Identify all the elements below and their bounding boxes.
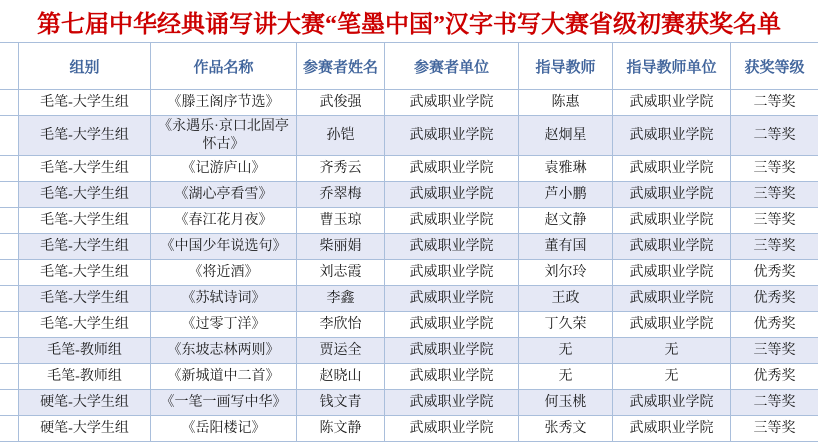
cell-award-level: 优秀奖: [731, 312, 818, 338]
cell-participant-unit: 武威职业学院: [385, 286, 519, 312]
cell-participant-unit: 武威职业学院: [385, 338, 519, 364]
header-left-gutter: [0, 43, 19, 90]
cell-teacher-unit: 武威职业学院: [613, 312, 731, 338]
row-left-gutter: [0, 182, 19, 208]
cell-group: 毛笔-大学生组: [19, 208, 151, 234]
cell-teacher-name: 张秀文: [519, 416, 613, 442]
row-left-gutter: [0, 364, 19, 390]
cell-work-title: 《苏轼诗词》: [151, 286, 297, 312]
row-left-gutter: [0, 90, 19, 116]
cell-participant-name: 乔翠梅: [297, 182, 385, 208]
cell-group: 毛笔-教师组: [19, 364, 151, 390]
cell-teacher-name: 芦小鹏: [519, 182, 613, 208]
cell-work-title: 《东坡志林两则》: [151, 338, 297, 364]
table-row: [0, 234, 818, 260]
column-header-award-level: 获奖等级: [731, 43, 818, 90]
cell-participant-unit: 武威职业学院: [385, 90, 519, 116]
page-title: 第七届中华经典诵写讲大赛“笔墨中国”汉字书写大赛省级初赛获奖名单: [0, 0, 818, 42]
table-row: [0, 390, 818, 416]
table-row: [0, 338, 818, 364]
cell-participant-unit: 武威职业学院: [385, 208, 519, 234]
cell-award-level: 三等奖: [731, 208, 818, 234]
cell-participant-name: 陈文静: [297, 416, 385, 442]
table-row: [0, 116, 818, 156]
awards-table: [0, 42, 818, 442]
table-row: [0, 416, 818, 442]
cell-teacher-name: 丁久荣: [519, 312, 613, 338]
cell-teacher-unit: 武威职业学院: [613, 286, 731, 312]
cell-group: 毛笔-大学生组: [19, 182, 151, 208]
row-left-gutter: [0, 156, 19, 182]
cell-participant-name: 刘志霞: [297, 260, 385, 286]
row-left-gutter: [0, 338, 19, 364]
row-left-gutter: [0, 390, 19, 416]
cell-participant-name: 贾运全: [297, 338, 385, 364]
cell-work-title: 《一笔一画写中华》: [151, 390, 297, 416]
cell-group: 硬笔-大学生组: [19, 390, 151, 416]
cell-teacher-name: 董有国: [519, 234, 613, 260]
cell-group: 硬笔-大学生组: [19, 416, 151, 442]
cell-participant-name: 齐秀云: [297, 156, 385, 182]
cell-participant-unit: 武威职业学院: [385, 416, 519, 442]
cell-participant-name: 李鑫: [297, 286, 385, 312]
row-left-gutter: [0, 286, 19, 312]
cell-teacher-unit: 无: [613, 364, 731, 390]
column-header-teacher-name: 指导教师: [519, 43, 613, 90]
cell-participant-name: 赵晓山: [297, 364, 385, 390]
cell-award-level: 优秀奖: [731, 286, 818, 312]
cell-group: 毛笔-大学生组: [19, 116, 151, 156]
cell-participant-name: 李欣怡: [297, 312, 385, 338]
table-row: [0, 90, 818, 116]
cell-award-level: 优秀奖: [731, 260, 818, 286]
cell-teacher-name: 无: [519, 338, 613, 364]
cell-award-level: 三等奖: [731, 156, 818, 182]
cell-award-level: 二等奖: [731, 390, 818, 416]
cell-teacher-name: 袁雅琳: [519, 156, 613, 182]
table-body: [0, 90, 818, 442]
cell-teacher-name: 赵文静: [519, 208, 613, 234]
cell-participant-name: 曹玉琼: [297, 208, 385, 234]
cell-teacher-name: 赵炯星: [519, 116, 613, 156]
cell-group: 毛笔-大学生组: [19, 234, 151, 260]
row-left-gutter: [0, 416, 19, 442]
table-row: [0, 156, 818, 182]
cell-group: 毛笔-大学生组: [19, 90, 151, 116]
cell-teacher-unit: 武威职业学院: [613, 208, 731, 234]
cell-participant-unit: 武威职业学院: [385, 234, 519, 260]
cell-teacher-unit: 武威职业学院: [613, 234, 731, 260]
cell-group: 毛笔-大学生组: [19, 156, 151, 182]
cell-teacher-unit: 武威职业学院: [613, 390, 731, 416]
cell-teacher-unit: 武威职业学院: [613, 156, 731, 182]
cell-award-level: 三等奖: [731, 234, 818, 260]
cell-group: 毛笔-教师组: [19, 338, 151, 364]
cell-award-level: 二等奖: [731, 116, 818, 156]
cell-work-title: 《将近酒》: [151, 260, 297, 286]
table-row: [0, 364, 818, 390]
cell-participant-unit: 武威职业学院: [385, 390, 519, 416]
cell-work-title: 《滕王阁序节选》: [151, 90, 297, 116]
cell-award-level: 三等奖: [731, 338, 818, 364]
cell-work-title: 《新城道中二首》: [151, 364, 297, 390]
cell-participant-name: 孙铠: [297, 116, 385, 156]
cell-work-title: 《湖心亭看雪》: [151, 182, 297, 208]
cell-participant-unit: 武威职业学院: [385, 182, 519, 208]
cell-teacher-unit: 武威职业学院: [613, 116, 731, 156]
cell-work-title: 《中国少年说选句》: [151, 234, 297, 260]
cell-teacher-unit: 武威职业学院: [613, 90, 731, 116]
cell-participant-unit: 武威职业学院: [385, 260, 519, 286]
cell-teacher-name: 无: [519, 364, 613, 390]
cell-work-title: 《岳阳楼记》: [151, 416, 297, 442]
cell-teacher-unit: 武威职业学院: [613, 416, 731, 442]
table-row: [0, 312, 818, 338]
table-row: [0, 182, 818, 208]
cell-teacher-unit: 无: [613, 338, 731, 364]
column-header-group: 组别: [19, 43, 151, 90]
table-row: [0, 286, 818, 312]
row-left-gutter: [0, 234, 19, 260]
cell-group: 毛笔-大学生组: [19, 286, 151, 312]
row-left-gutter: [0, 260, 19, 286]
table-row: [0, 208, 818, 234]
cell-participant-unit: 武威职业学院: [385, 364, 519, 390]
cell-award-level: 三等奖: [731, 182, 818, 208]
column-header-teacher-unit: 指导教师单位: [613, 43, 731, 90]
cell-award-level: 二等奖: [731, 90, 818, 116]
cell-teacher-unit: 武威职业学院: [613, 260, 731, 286]
cell-participant-name: 柴丽娟: [297, 234, 385, 260]
cell-teacher-name: 何玉桃: [519, 390, 613, 416]
row-left-gutter: [0, 312, 19, 338]
table-header-row: [0, 43, 818, 90]
row-left-gutter: [0, 208, 19, 234]
cell-participant-unit: 武威职业学院: [385, 116, 519, 156]
cell-teacher-name: 刘尔玲: [519, 260, 613, 286]
cell-participant-name: 武俊强: [297, 90, 385, 116]
column-header-participant-unit: 参赛者单位: [385, 43, 519, 90]
cell-participant-name: 钱文青: [297, 390, 385, 416]
cell-teacher-name: 陈惠: [519, 90, 613, 116]
column-header-work-title: 作品名称: [151, 43, 297, 90]
column-header-participant-name: 参赛者姓名: [297, 43, 385, 90]
table-row: [0, 260, 818, 286]
cell-group: 毛笔-大学生组: [19, 260, 151, 286]
cell-teacher-unit: 武威职业学院: [613, 182, 731, 208]
cell-award-level: 三等奖: [731, 416, 818, 442]
cell-teacher-name: 王政: [519, 286, 613, 312]
cell-work-title: 《过零丁洋》: [151, 312, 297, 338]
cell-participant-unit: 武威职业学院: [385, 312, 519, 338]
cell-work-title: 《记游庐山》: [151, 156, 297, 182]
cell-award-level: 优秀奖: [731, 364, 818, 390]
cell-work-title: 《永遇乐·京口北固亭怀古》: [151, 116, 297, 156]
row-left-gutter: [0, 116, 19, 156]
cell-work-title: 《春江花月夜》: [151, 208, 297, 234]
cell-participant-unit: 武威职业学院: [385, 156, 519, 182]
cell-group: 毛笔-大学生组: [19, 312, 151, 338]
